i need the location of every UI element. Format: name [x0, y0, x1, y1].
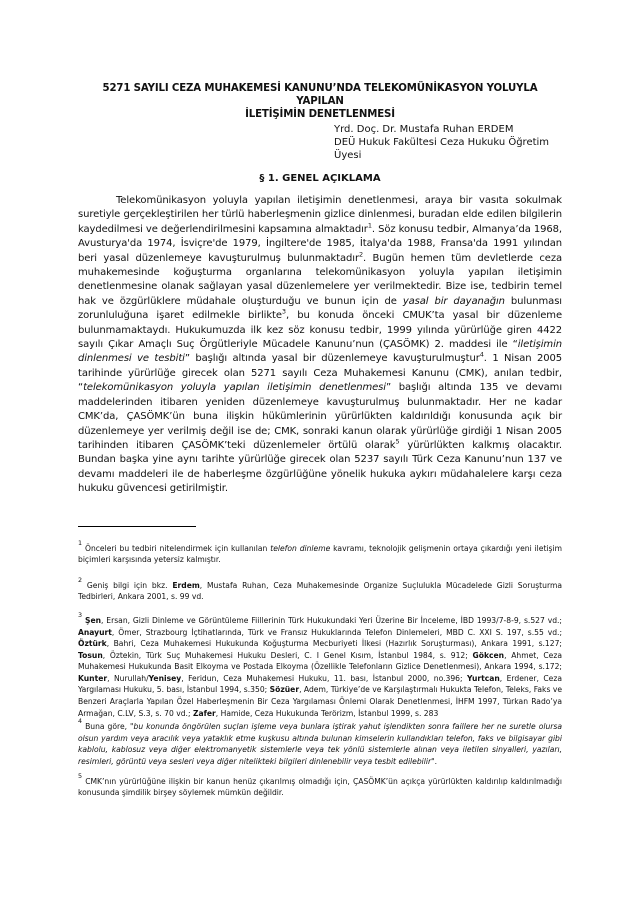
- footnote-text: Buna göre,: [85, 722, 131, 732]
- footnote-number: 1: [78, 538, 83, 547]
- footnote-text: , Ömer, Strazbourg İçtihatlarında, Türk ve Fransız Hukuklarında Telefon Dinlemeleri, MBD C. XXI S. 197, s.55 vd.;: [111, 627, 562, 637]
- footnote-number: 4: [78, 717, 83, 726]
- document-page: [78, 82, 562, 799]
- body-text-span: bulunması zorunluluğuna işaret edilmekle birlikte: [78, 295, 562, 322]
- title-line-2: İLETİŞİMİN DENETLENMESİ: [245, 109, 395, 120]
- body-text: [78, 194, 562, 497]
- body-text-span: ” başlığı altında 135 ve devamı maddelerinden itibaren yeniden düzenlemeye kavuşturulmuş bulunmaktadır. Her ne kadar CMK’da, ÇASÖMK’ün buna ilişkin hükümlerinin yürürlükten kaldırıldığı konusunda açık bir düzenlemeye yer verilmiş değil ise de; CMK, sonraki kanun olarak yürürlüğe girdiği 1 Nisan 2005 tarihinden itibaren ÇASÖMK’teki düzenlemeler örtülü olarak: [78, 382, 562, 451]
- footnote-text: Geniş bilgi için bkz.: [86, 580, 173, 590]
- footnote-text: , Ersan, Gizli Dinleme ve Görüntüleme Fiillerinin Türk Hukukundaki Yeri Üzerine Bir İnceleme, İBD 1993/7-8-9, s.527 vd.;: [101, 615, 562, 625]
- footnote-author: Tosun: [78, 650, 103, 660]
- footnote-ref-1[interactable]: 1: [367, 221, 372, 230]
- footnote-number: 2: [78, 575, 83, 584]
- footnote-author: Erdem: [172, 580, 200, 590]
- footnote-text: , Bahri, Ceza Muhakemesi Hukukunda Koğuşturma Mecburiyeti İlkesi (Hazırlık Soruşturması), Ankara 1991, s.127;: [106, 639, 562, 649]
- footnote-text: , Erdener, Ceza Yargılaması Hukuku, 5. bası, İstanbul 1994, s.350;: [78, 673, 562, 695]
- footnote-ref-4[interactable]: 4: [479, 351, 484, 360]
- author-block: [334, 123, 562, 162]
- footnote-text: , Adem, Türkiye’de ve Karşılaştırmalı Hukukta Telefon, Teleks, Faks ve Benzeri Araçlarla Yapılan Özel Haberleşmenin Bir Ceza Yargılaması Önlemi Olarak Denetlenmesi, İHFM 1997, Türkan Rado’ya Armağan, C.LV, S.3, s. 70 vd.;: [78, 685, 562, 718]
- footnote-4: [78, 717, 562, 767]
- footnote-number: 3: [78, 610, 83, 619]
- footnote-author: Zafer: [192, 708, 216, 718]
- footnote-1: [78, 538, 563, 566]
- footnote-author: Öztürk: [78, 639, 107, 649]
- italic-text: telekomünikasyon yoluyla yapılan iletişimin denetlenmesi: [83, 382, 386, 394]
- footnote-author: Şen: [84, 615, 101, 625]
- footnote-author: Kunter: [78, 673, 108, 683]
- footnote-text: Önceleri bu tedbiri nitelendirmek için kullanılan: [84, 543, 271, 553]
- footnote-author: Sözüer: [269, 685, 300, 695]
- footnote-author: Gökcen: [472, 650, 505, 660]
- footnote-italic: "bu konunda öngörülen suçları işleme veya bunlara iştirak yahut işlendikten sonra faillere her ne suretle olursa olsun yardım veya aracılık veya yataklık etme kuşkusu altında bulunan kimselerin kullandıkları telefon, faks ve bilgisayar gibi kablolu, kablosuz veya diğer elektromanyetik sistemlerle veya tek yönlü sistemlerle alınan veya iletilen sinyalleri, yazıları, resimleri, görüntü veya sesleri veya diğer nitelikteki bilgileri dinlenebilir veya tesbit edilebilir": [78, 722, 562, 767]
- footnote-2: [78, 575, 562, 603]
- body-text-span: . 1 Nisan 2005 tarihinde yürürlüğe girecek olan 5271 sayılı Ceza Muhakemesi Kanunu (CMK), anılan tedbir, “: [78, 353, 563, 394]
- body-text-span: . Söz konusu tedbir, Almanya’da 1968, Avusturya'da 1974, İsviçre'de 1979, İngiltere'de 1985, İtalya'da 1988, Fransa'da 1991 yılından beri yasal düzenlemeye kavuşturulmuş bulunmaktadır: [78, 223, 563, 264]
- document-title: [78, 82, 562, 121]
- title-line-1: 5271 SAYILI CEZA MUHAKEMESİ KANUNU’NDA TELEKOMÜNİKASYON YOLUYLA YAPILAN: [102, 83, 538, 107]
- footnote-author: Yurtcan: [467, 673, 500, 683]
- footnote-author: Anayurt: [78, 627, 112, 637]
- footnote-ref-2[interactable]: 2: [359, 250, 364, 259]
- footnote-separator: [78, 526, 196, 527]
- footnote-text: CMK’nın yürürlüğüne ilişkin bir kanun henüz çıkarılmış olmadığı için, ÇASÖMK’ün açıkça yürürlükten kaldırılıp kaldırılmadığı konusunda şimdilik birşey söylemek mümkün değildir.: [78, 776, 562, 798]
- italic-text: iletişimin dinlenmesi ve tesbiti: [78, 339, 562, 365]
- section-heading: § 1. GENEL AÇIKLAMA: [259, 173, 381, 184]
- footnote-text: , Hamide, Ceza Hukukunda Terörizm, İstanbul 1999, s. 283: [215, 708, 439, 718]
- author-name: Yrd. Doç. Dr. Mustafa Ruhan ERDEM: [334, 124, 514, 135]
- footnote-5: [78, 771, 562, 799]
- footnote-author: Yenisey: [148, 673, 182, 683]
- body-text-span: ” başlığı altında yasal bir düzenlemeye kavuşturulmuştur: [184, 353, 480, 365]
- footnote-text: , Ahmet, Ceza Muhakemesi Hukukunda Basit Elkoyma ve Postada Elkoyma (Özellikle Telefonların Gizlice Denetlenmesi), Ankara 1994, s.172;: [78, 650, 562, 672]
- footnote-text: kavramı, teknolojik gelişmenin ortaya çıkardığı yeni iletişim biçimleri karşısında yetersiz kalmıştır.: [78, 543, 563, 565]
- body-text-span: , bu konuda önceki CMUK’ta yasal bir düzenleme bulunmamaktaydı. Hukukumuzda ilk kez söz konusu tedbir, 1999 yılında yürürlüğe giren 4422 sayılı Çıkar Amaçlı Suç Örgütleriyle Mücadele Kanunu’nun (ÇASÖMK) 2. maddesi ile “: [78, 310, 562, 351]
- body-text-span: Telekomünikasyon yoluyla yapılan iletişimin denetlenmesi, araya bir vasıta sokulmak suretiyle gerçekleştirilen her türlü haberleşmenin gizlice dinlenmesi, buradan elde edilen bilgilerin kaydedilmesi ve değerlendirilmesini kapsamına almaktadır: [78, 195, 562, 235]
- footnote-ref-3[interactable]: 3: [281, 307, 286, 316]
- footnote-number: 5: [78, 771, 83, 780]
- footnote-text: , Nurullah/: [107, 673, 149, 683]
- body-paragraph: [78, 194, 562, 497]
- footnote-ref-5[interactable]: 5: [395, 437, 400, 446]
- footnote-text: , Öztekin, Türk Suç Muhakemesi Hukuku Desleri, C. I Genel Kısım, İstanbul 1984, s. 912;: [102, 650, 473, 660]
- footnote-3: [78, 610, 562, 719]
- body-text-span: . Bugün hemen tüm devletlerde ceza muhakemesinde koğuşturma organlarına telekomünikasyon yoluyla yapılan iletişimin denetlenmesine olanak sağlayan yasal düzenlemelere yer verilmektedir. Bize ise, tedbirin temel hak ve özgürlüklere müdahale oluşturduğu ve bunun için de: [78, 252, 562, 307]
- italic-text: yasal bir dayanağın: [402, 295, 505, 307]
- footnote-text: , Mustafa Ruhan, Ceza Muhakemesinde Organize Suçlulukla Mücadelede Gizli Soruşturma Tedbirleri, Ankara 2001, s. 99 vd.: [78, 580, 562, 602]
- footnote-text: , Feridun, Ceza Muhakemesi Hukuku, 11. bası, İstanbul 2000, no.396;: [181, 673, 467, 683]
- footnote-text: .: [434, 757, 438, 767]
- body-text-span: yürürlükten kalkmış olacaktır. Bundan başka yine aynı tarihte yürürlüğe girecek olan 5237 sayılı Türk Ceza Kanunu’nun 137 ve devamı maddeleri ile de haberleşme özgürlüğüne yönelik hukuka aykırı müdahalelere karşı ceza hukuku güvencesi getirilmiştir.: [78, 439, 562, 495]
- footnote-italic: telefon dinleme: [270, 543, 331, 553]
- author-affiliation: DEÜ Hukuk Fakültesi Ceza Hukuku Öğretim Üyesi: [334, 137, 550, 161]
